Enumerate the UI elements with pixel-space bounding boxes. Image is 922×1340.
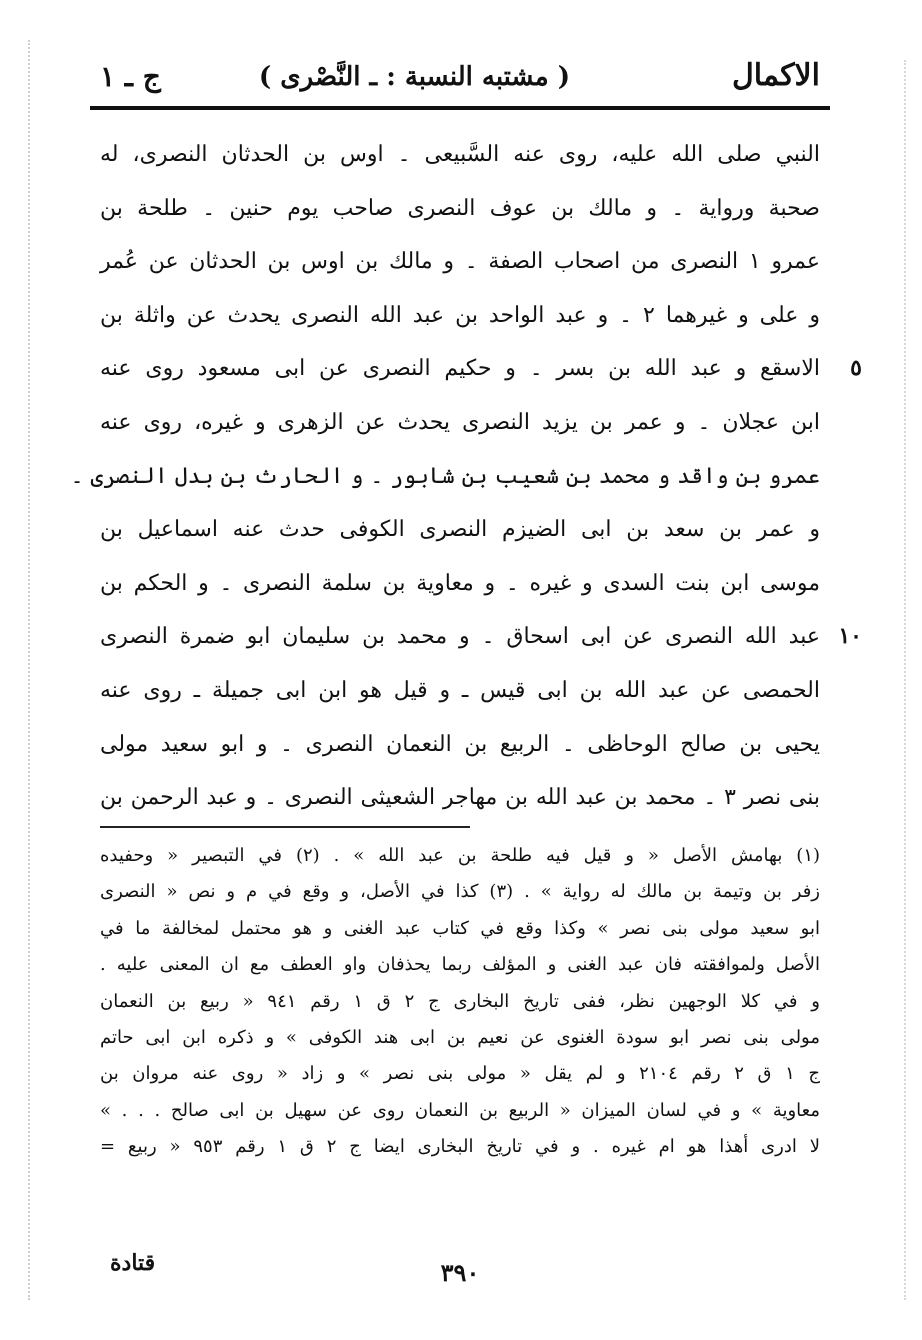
- text-line-content: موسى ابن بنت السدى و غيره ۔ و معاوية بن سلمة النصرى ۔ و الحكم بن: [100, 570, 820, 596]
- text-line: [100, 503, 820, 557]
- text-line-content: صحبة ورواية ۔ و مالك بن عوف النصرى صاحب يوم حنين ۔ طلحة بن: [100, 195, 820, 221]
- text-line: [100, 396, 820, 450]
- text-line-content: و عمر بن سعد بن ابى الضيزم النصرى الكوفى حدث عنه اسماعيل بن: [100, 517, 820, 543]
- text-line-content: عمرو بن واقد و محمد بن شعيب بن شابور ۔ و الحارث بن بدل النصرى ۔: [70, 463, 820, 489]
- footnote-line: (١) بهامش الأصل « و قيل فيه طلحة بن عبد الله » . (٢) في التبصير « وحفيده: [100, 845, 821, 866]
- main-text: [70, 128, 862, 825]
- text-line: [100, 342, 862, 396]
- volume-label: ج ـ ١: [100, 60, 161, 93]
- text-line-content: الحمصى عن عبد الله بن ابى قيس ـ و قيل هو ابن ابى جميلة ـ روى عنه: [100, 677, 820, 703]
- text-line-content: عمرو ١ النصرى من اصحاب الصفة ۔ و مالك بن اوس بن الحدثان عن عُمر: [100, 249, 820, 275]
- text-line: [100, 610, 862, 664]
- text-line-content: عبد الله النصرى عن ابى اسحاق ۔ و محمد بن سليمان ابو ضمرة النصرى: [100, 624, 820, 650]
- footnotes: [100, 838, 820, 1166]
- footnote-line: لا ادرى أهذا هو ام غيره . و في تاريخ البخارى ايضا ج ٢ ق ١ رقم ٩٥٣ « ربيع =: [100, 1136, 820, 1158]
- book-title: الاكمال: [731, 58, 820, 93]
- section-title: ( مشتبه النسبة : ـ النَّصْرى ): [258, 62, 570, 92]
- text-line: [100, 664, 820, 718]
- text-line: [100, 557, 820, 611]
- text-line: [100, 182, 820, 236]
- footnote-line: ج ١ ق ٢ رقم ٢١٠٤ و لم يقل « مولى بنى نصر » و زاد « روى عنه مروان بن: [100, 1063, 820, 1085]
- text-line: [100, 771, 820, 825]
- footnote-line: الأصل ولموافقته فان عبد الغنى و المؤلف ربما يحذفان واو العطف مع ان المعنى عليه .: [100, 954, 820, 976]
- text-line: [100, 718, 820, 772]
- running-header: [100, 58, 820, 102]
- text-line-content: و على و غيرهما ٢ ۔ و عبد الواحد بن عبد الله النصرى يحدث عن واثلة بن: [100, 302, 820, 328]
- scan-artifact-left: [28, 40, 32, 1300]
- footnote-line: و في كلا الوجهين نظر، ففى تاريخ البخارى ج ٢ ق ١ رقم ٩٤١ « ربيع بن النعمان: [100, 990, 820, 1012]
- text-line-content: الاسقع و عبد الله بن بسر ۔ و حكيم النصرى عن ابى مسعود روى عنه: [100, 356, 820, 382]
- text-line: [100, 289, 820, 343]
- line-number: ١٠: [838, 623, 862, 650]
- text-line-content: النبي صلى الله عليه، روى عنه السَّبيعى ۔ اوس بن الحدثان النصرى، له: [100, 142, 820, 167]
- scan-artifact-right: [904, 60, 908, 1300]
- footnote-line: مولى بنى نصر ابو سودة الغنوى عن نعيم بن ابى هند الكوفى » و ذكره ابن ابى حاتم: [100, 1026, 820, 1048]
- page-number: ٣٩٠: [440, 1258, 480, 1287]
- catchword: قتادة: [110, 1250, 156, 1276]
- text-line: [100, 128, 820, 182]
- text-line-content: ابن عجلان ۔ و عمر بن يزيد النصرى يحدث عن الزهرى و غيره، روى عنه: [100, 409, 820, 435]
- text-line: [100, 235, 820, 289]
- footnote-rule: [100, 826, 470, 828]
- header-rule: [90, 106, 830, 110]
- text-line: [70, 450, 820, 504]
- line-number: ٥: [850, 355, 862, 382]
- text-line-content: بنى نصر ٣ ۔ محمد بن عبد الله بن مهاجر الشعيثى النصرى ۔ و عبد الرحمن بن: [100, 785, 820, 811]
- footnote-line: ابو سعيد مولى بنى نصر » وكذا وقع في كتاب عبد الغنى و هو محتمل لمخالفة ما في: [100, 917, 820, 939]
- text-line-content: يحيى بن صالح الوحاظى ۔ الربيع بن النعمان النصرى ۔ و ابو سعيد مولى: [100, 731, 820, 757]
- footnote-line: معاوية » و في لسان الميزان « الربيع بن النعمان روى عن سهيل بن ابى صالح . . . »: [100, 1099, 820, 1121]
- footnote-line: زفر بن وتيمة بن مالك له رواية » . (٣) كذا في الأصل، و وقع في م و نص « النصرى: [100, 881, 821, 903]
